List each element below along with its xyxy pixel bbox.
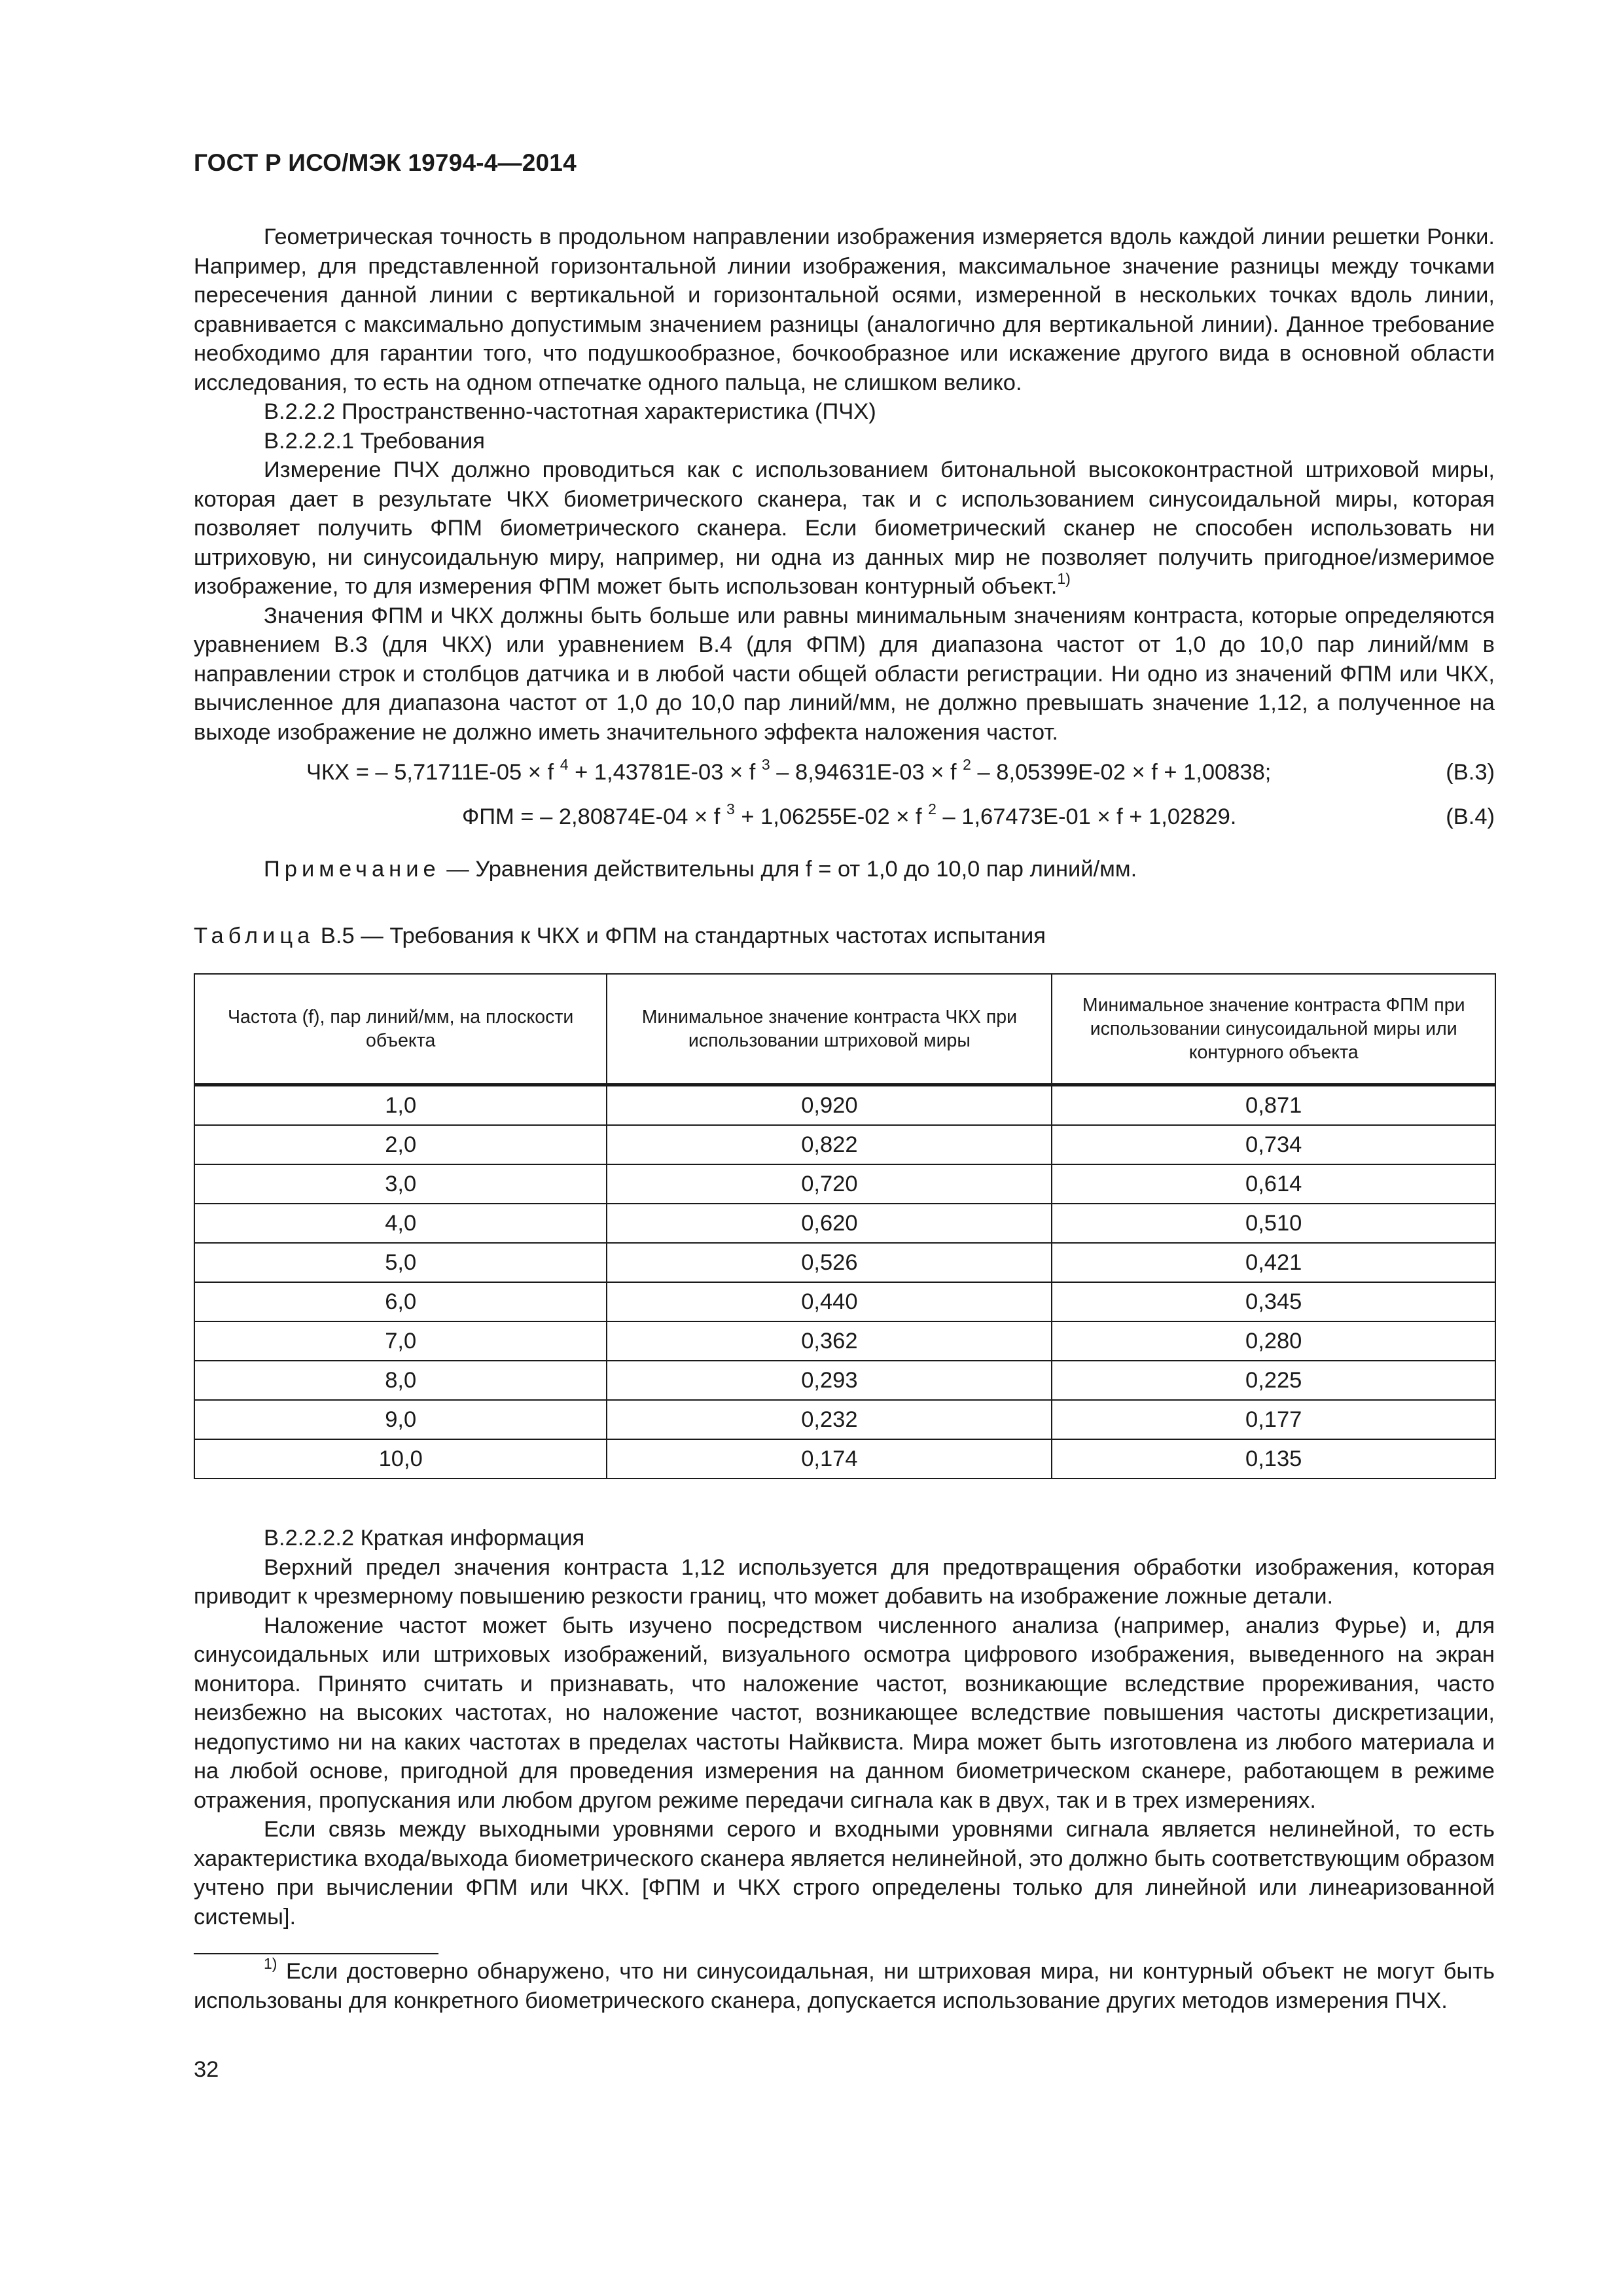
table-row xyxy=(194,1085,1495,1126)
table-caption xyxy=(194,922,1046,951)
cell-frequency: 4,0 xyxy=(194,1204,607,1243)
paragraph-geometric-accuracy: Геометрическая точность в продольном направлении изображения измеряется вдоль каждой линии решетки Ронки. Например, для представленной горизонтальной линии изображения, максимальное значение разницы между точками пересечения данной линии с вертикальной и горизонтальной осями, измеренной в нескольких точках вдоль линии, сравнивается с максимально допустимым значением разницы (аналогично для вертикальной линии). Данное требование необходимо для гарантии того, что подушкообразное, бочкообразное или искажение другого вида в основной области исследования, то есть на одном отпечатке одного пальца, не слишком велико. xyxy=(194,224,1495,395)
equation-number: (В.4) xyxy=(1446,804,1495,829)
footnote-marker: 1) xyxy=(264,1955,277,1972)
cell-frequency: 10,0 xyxy=(194,1439,607,1479)
cell-fpm: 0,510 xyxy=(1052,1204,1495,1243)
cell-fpm: 0,225 xyxy=(1052,1361,1495,1400)
cell-fpm: 0,871 xyxy=(1052,1085,1495,1126)
table-row xyxy=(194,1321,1495,1361)
cell-chkx: 0,526 xyxy=(607,1243,1052,1282)
cell-fpm: 0,177 xyxy=(1052,1400,1495,1439)
page-number: 32 xyxy=(194,2057,219,2082)
table-row xyxy=(194,1204,1495,1243)
cell-chkx: 0,440 xyxy=(607,1282,1052,1321)
table-body xyxy=(194,1085,1495,1479)
table-header-row xyxy=(194,974,1495,1085)
cell-frequency: 6,0 xyxy=(194,1282,607,1321)
note-label: Примечание xyxy=(264,857,440,882)
paragraph-aliasing: Наложение частот может быть изучено посредством численного анализа (например, анализ Фурье) и, для синусоидальных или штриховых изображений, визуального осмотра цифрового изображения, выведенного на экран монитора. Принято считать и признавать, что наложение частот, возникающие вследствие прореживания, часто неизбежно на высоких частотах, но наложение частот, возникающее вследствие повышения частоты дискретизации, недопустимо ни на каких частотах в пределах частоты Найквиста. Мира может быть изготовлена из любого материала и на любой основе, пригодной для проведения измерения на данном биометрическом сканере, работающем в режиме отражения, пропускания или любом другом режиме передачи сигнала как в двух, так и в трех измерениях. xyxy=(194,1613,1495,1813)
table-row xyxy=(194,1282,1495,1321)
equation-formula: ФПМ = – 2,80874E-04 × f $^3$ + 1,06255E-02 × f $^2$ – 1,67473E-01 × f + 1,02829. xyxy=(462,800,1237,829)
table-row xyxy=(194,1400,1495,1439)
footnote-text: Если достоверно обнаружено, что ни синусоидальная, ни штриховая мира, ни контурный объект не могут быть использованы для конкретного биометрического сканера, допускается использование других методов измерения ПЧХ. xyxy=(194,1959,1495,2013)
note xyxy=(264,855,1137,884)
cell-chkx: 0,920 xyxy=(607,1085,1052,1126)
cell-fpm: 0,280 xyxy=(1052,1321,1495,1361)
cell-fpm: 0,345 xyxy=(1052,1282,1495,1321)
cell-frequency: 5,0 xyxy=(194,1243,607,1282)
footnote-reference: 1) xyxy=(1057,570,1071,587)
column-header-frequency: Частота (f), пар линий/мм, на плоскости объекта xyxy=(194,974,607,1085)
cell-frequency: 9,0 xyxy=(194,1400,607,1439)
table-title-text: В.5 — Требования к ЧКХ и ФПМ на стандартных частотах испытания xyxy=(314,924,1046,948)
cell-chkx: 0,232 xyxy=(607,1400,1052,1439)
subsection-heading-summary: В.2.2.2.2 Краткая информация xyxy=(264,1526,585,1551)
paragraph-pchx-measurement xyxy=(194,456,1495,601)
cell-chkx: 0,720 xyxy=(607,1164,1052,1204)
requirements-table xyxy=(194,973,1496,1479)
paragraph-contrast-values: Значения ФПМ и ЧКХ должны быть больше или равны минимальным значениям контраста, которые определяются уравнением В.3 (для ЧКХ) или уравнением В.4 (для ФПМ) для диапазона частот от 1,0 до 10,0 пар линий/мм в направлении строк и столбцов датчика и в любой части общей области регистрации. Ни одно из значений ФПМ или ЧКХ, вычисленное для диапазона частот от 1,0 до 10,0 пар линий/мм, не должно превышать значение 1,12, а полученное на выходе изображение не должно иметь значительного эффекта наложения частот. xyxy=(194,603,1495,745)
subsection-heading-requirements: В.2.2.2.1 Требования xyxy=(264,428,485,454)
footnote-separator xyxy=(194,1953,438,1954)
paragraph-nonlinear: Если связь между выходными уровнями серого и входными уровнями сигнала является нелинейной, то есть характеристика входа/выхода биометрического сканера является нелинейной, это должно быть соответствующим образом учтено при вычислении ФПМ или ЧКХ. [ФПМ и ЧКХ строго определены только для линейной или линеаризованной системы]. xyxy=(194,1817,1495,1929)
paragraph-upper-limit: Верхний предел значения контраста 1,12 используется для предотвращения обработки изображения, которая приводит к чрезмерному повышению резкости границ, что может добавить на изображение ложные детали. xyxy=(194,1554,1495,1609)
column-header-fpm: Минимальное значение контраста ФПМ при использовании синусоидальной миры или контурного объекта xyxy=(1052,974,1495,1085)
cell-chkx: 0,362 xyxy=(607,1321,1052,1361)
table-row xyxy=(194,1439,1495,1479)
section-measurement xyxy=(194,223,1495,747)
table-row xyxy=(194,1164,1495,1204)
cell-frequency: 2,0 xyxy=(194,1125,607,1164)
cell-frequency: 3,0 xyxy=(194,1164,607,1204)
cell-fpm: 0,614 xyxy=(1052,1164,1495,1204)
note-text: — Уравнения действительны для f = от 1,0 до 10,0 пар линий/мм. xyxy=(440,857,1137,882)
footnote xyxy=(194,1957,1495,2015)
table-row xyxy=(194,1243,1495,1282)
cell-chkx: 0,620 xyxy=(607,1204,1052,1243)
cell-frequency: 7,0 xyxy=(194,1321,607,1361)
paragraph-pchx-text: Измерение ПЧХ должно проводиться как с использованием битональной высококонтрастной штриховой миры, которая дает в результате ЧКХ биометрического сканера, так и с использованием синусоидальной миры, которая позволяет получить ФПМ биометрического сканера. Если биометрический сканер не способен использовать ни штриховую, ни синусоидальную миру, например, ни одна из данных мир не позволяет получить пригодное/измеримое изображение, то для измерения ФПМ может быть использован контурный объект. xyxy=(194,457,1495,599)
section-summary xyxy=(194,1524,1495,1931)
cell-chkx: 0,293 xyxy=(607,1361,1052,1400)
cell-frequency: 8,0 xyxy=(194,1361,607,1400)
column-header-chkx: Минимальное значение контраста ЧКХ при использовании штриховой миры xyxy=(607,974,1052,1085)
equation-number: (В.3) xyxy=(1446,760,1495,785)
cell-chkx: 0,174 xyxy=(607,1439,1052,1479)
table-row xyxy=(194,1361,1495,1400)
table-row xyxy=(194,1125,1495,1164)
cell-fpm: 0,421 xyxy=(1052,1243,1495,1282)
cell-fpm: 0,734 xyxy=(1052,1125,1495,1164)
cell-chkx: 0,822 xyxy=(607,1125,1052,1164)
cell-frequency: 1,0 xyxy=(194,1085,607,1126)
equation-formula: ЧКХ = – 5,71711E-05 × f $^4$ + 1,43781E-03 × f $^3$ – 8,94631E-03 × f $^2$ – 8,05399E-02 × f + 1,00838; xyxy=(306,756,1272,785)
subsection-heading-pchx: В.2.2.2 Пространственно-частотная характеристика (ПЧХ) xyxy=(264,399,876,424)
cell-fpm: 0,135 xyxy=(1052,1439,1495,1479)
table-label: Таблица xyxy=(194,924,315,948)
document-header: ГОСТ Р ИСО/МЭК 19794-4—2014 xyxy=(194,149,577,176)
